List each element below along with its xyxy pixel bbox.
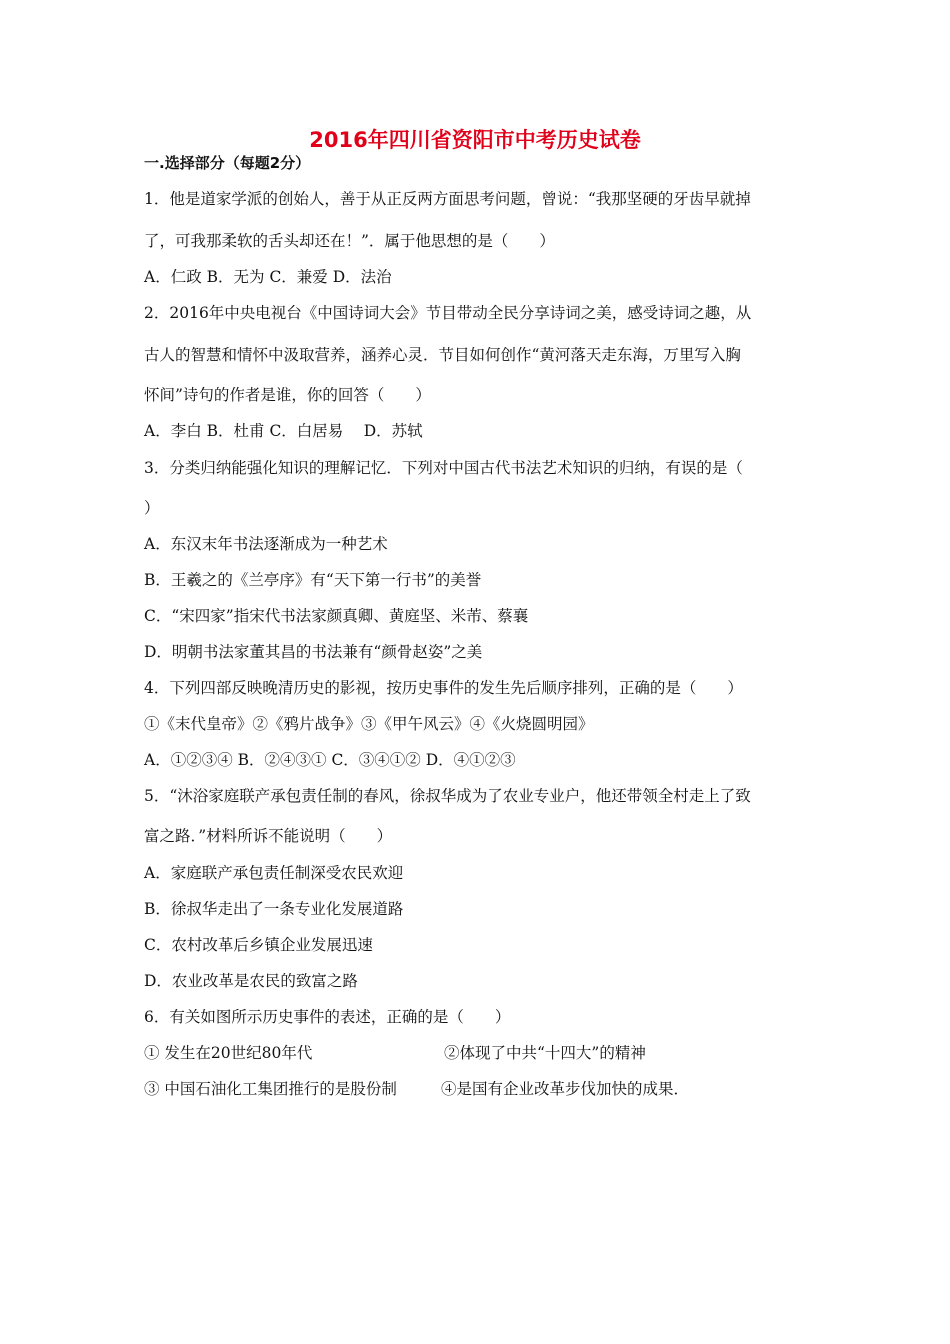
q5-option-c: C．农村改革后乡镇企业发展迅速: [144, 936, 373, 954]
q5-stem-line1: 5．“沐浴家庭联产承包责任制的春风，徐叔华成为了农业专业户，他还带领全村走上了致: [144, 787, 751, 805]
exam-title: 2016年四川省资阳市中考历史试卷: [309, 128, 641, 152]
q5-option-a: A．家庭联产承包责任制深受农民欢迎: [144, 864, 404, 882]
q5-stem-line2: 富之路．”材料所诉不能说明（ ）: [144, 827, 393, 845]
q3-option-c: C．“宋四家”指宋代书法家颜真卿、黄庭坚、米芾、蔡襄: [144, 607, 529, 625]
q6-option-4: ④是国有企业改革步伐加快的成果．: [441, 1080, 690, 1098]
q5-option-b: B．徐叔华走出了一条专业化发展道路: [144, 900, 404, 918]
q3-option-d: D．明朝书法家董其昌的书法兼有“颜骨赵姿”之美: [144, 643, 483, 661]
q4-options: A．①②③④ B．②④③① C．③④①② D．④①②③: [144, 751, 516, 769]
q2-stem-line3: 怀间”诗句的作者是谁，你的回答（ ）: [144, 386, 431, 404]
q5-option-d: D．农业改革是农民的致富之路: [144, 972, 358, 990]
q3-stem-line1: 3．分类归纳能强化知识的理解记忆．下列对中国古代书法艺术知识的归纳，有误的是（: [144, 459, 743, 477]
q2-stem-line1: 2．2016年中央电视台《中国诗词大会》节目带动全民分享诗词之美，感受诗词之趣，从: [144, 304, 752, 322]
q6-stem: 6．有关如图所示历史事件的表述，正确的是（ ）: [144, 1008, 511, 1026]
q6-option-1: ① 发生在20世纪80年代: [144, 1044, 313, 1062]
q2-stem-line2: 古人的智慧和情怀中汲取营养，涵养心灵．节目如何创作“黄河落天走东海，万里写入胸: [144, 346, 741, 364]
q1-stem-line1: 1．他是道家学派的创始人，善于从正反两方面思考问题，曾说：“我那坚硬的牙齿早就掉: [144, 190, 751, 208]
q3-option-b: B．王羲之的《兰亭序》有“天下第一行书”的美誉: [144, 571, 482, 589]
q1-stem-line2: 了，可我那柔软的舌头却还在！”．属于他思想的是（ ）: [144, 232, 555, 250]
q6-option-3: ③ 中国石油化工集团推行的是股份制: [144, 1080, 397, 1098]
q2-options: A．李白 B．杜甫 C．白居易 D．苏轼: [144, 422, 423, 440]
q6-option-2: ②体现了中共“十四大”的精神: [444, 1044, 646, 1062]
q4-stem: 4．下列四部反映晚清历史的影视，按历史事件的发生先后顺序排列，正确的是（ ）: [144, 679, 743, 697]
q3-option-a: A．东汉末年书法逐渐成为一种艺术: [144, 535, 388, 553]
section-heading: 一.选择部分（每题2分）: [144, 154, 311, 172]
q3-stem-line2: ）: [144, 499, 160, 517]
q4-items: ①《末代皇帝》②《鸦片战争》③《甲午风云》④《火烧圆明园》: [144, 715, 594, 733]
q1-options: A．仁政 B．无为 C．兼爱 D．法治: [144, 268, 392, 286]
